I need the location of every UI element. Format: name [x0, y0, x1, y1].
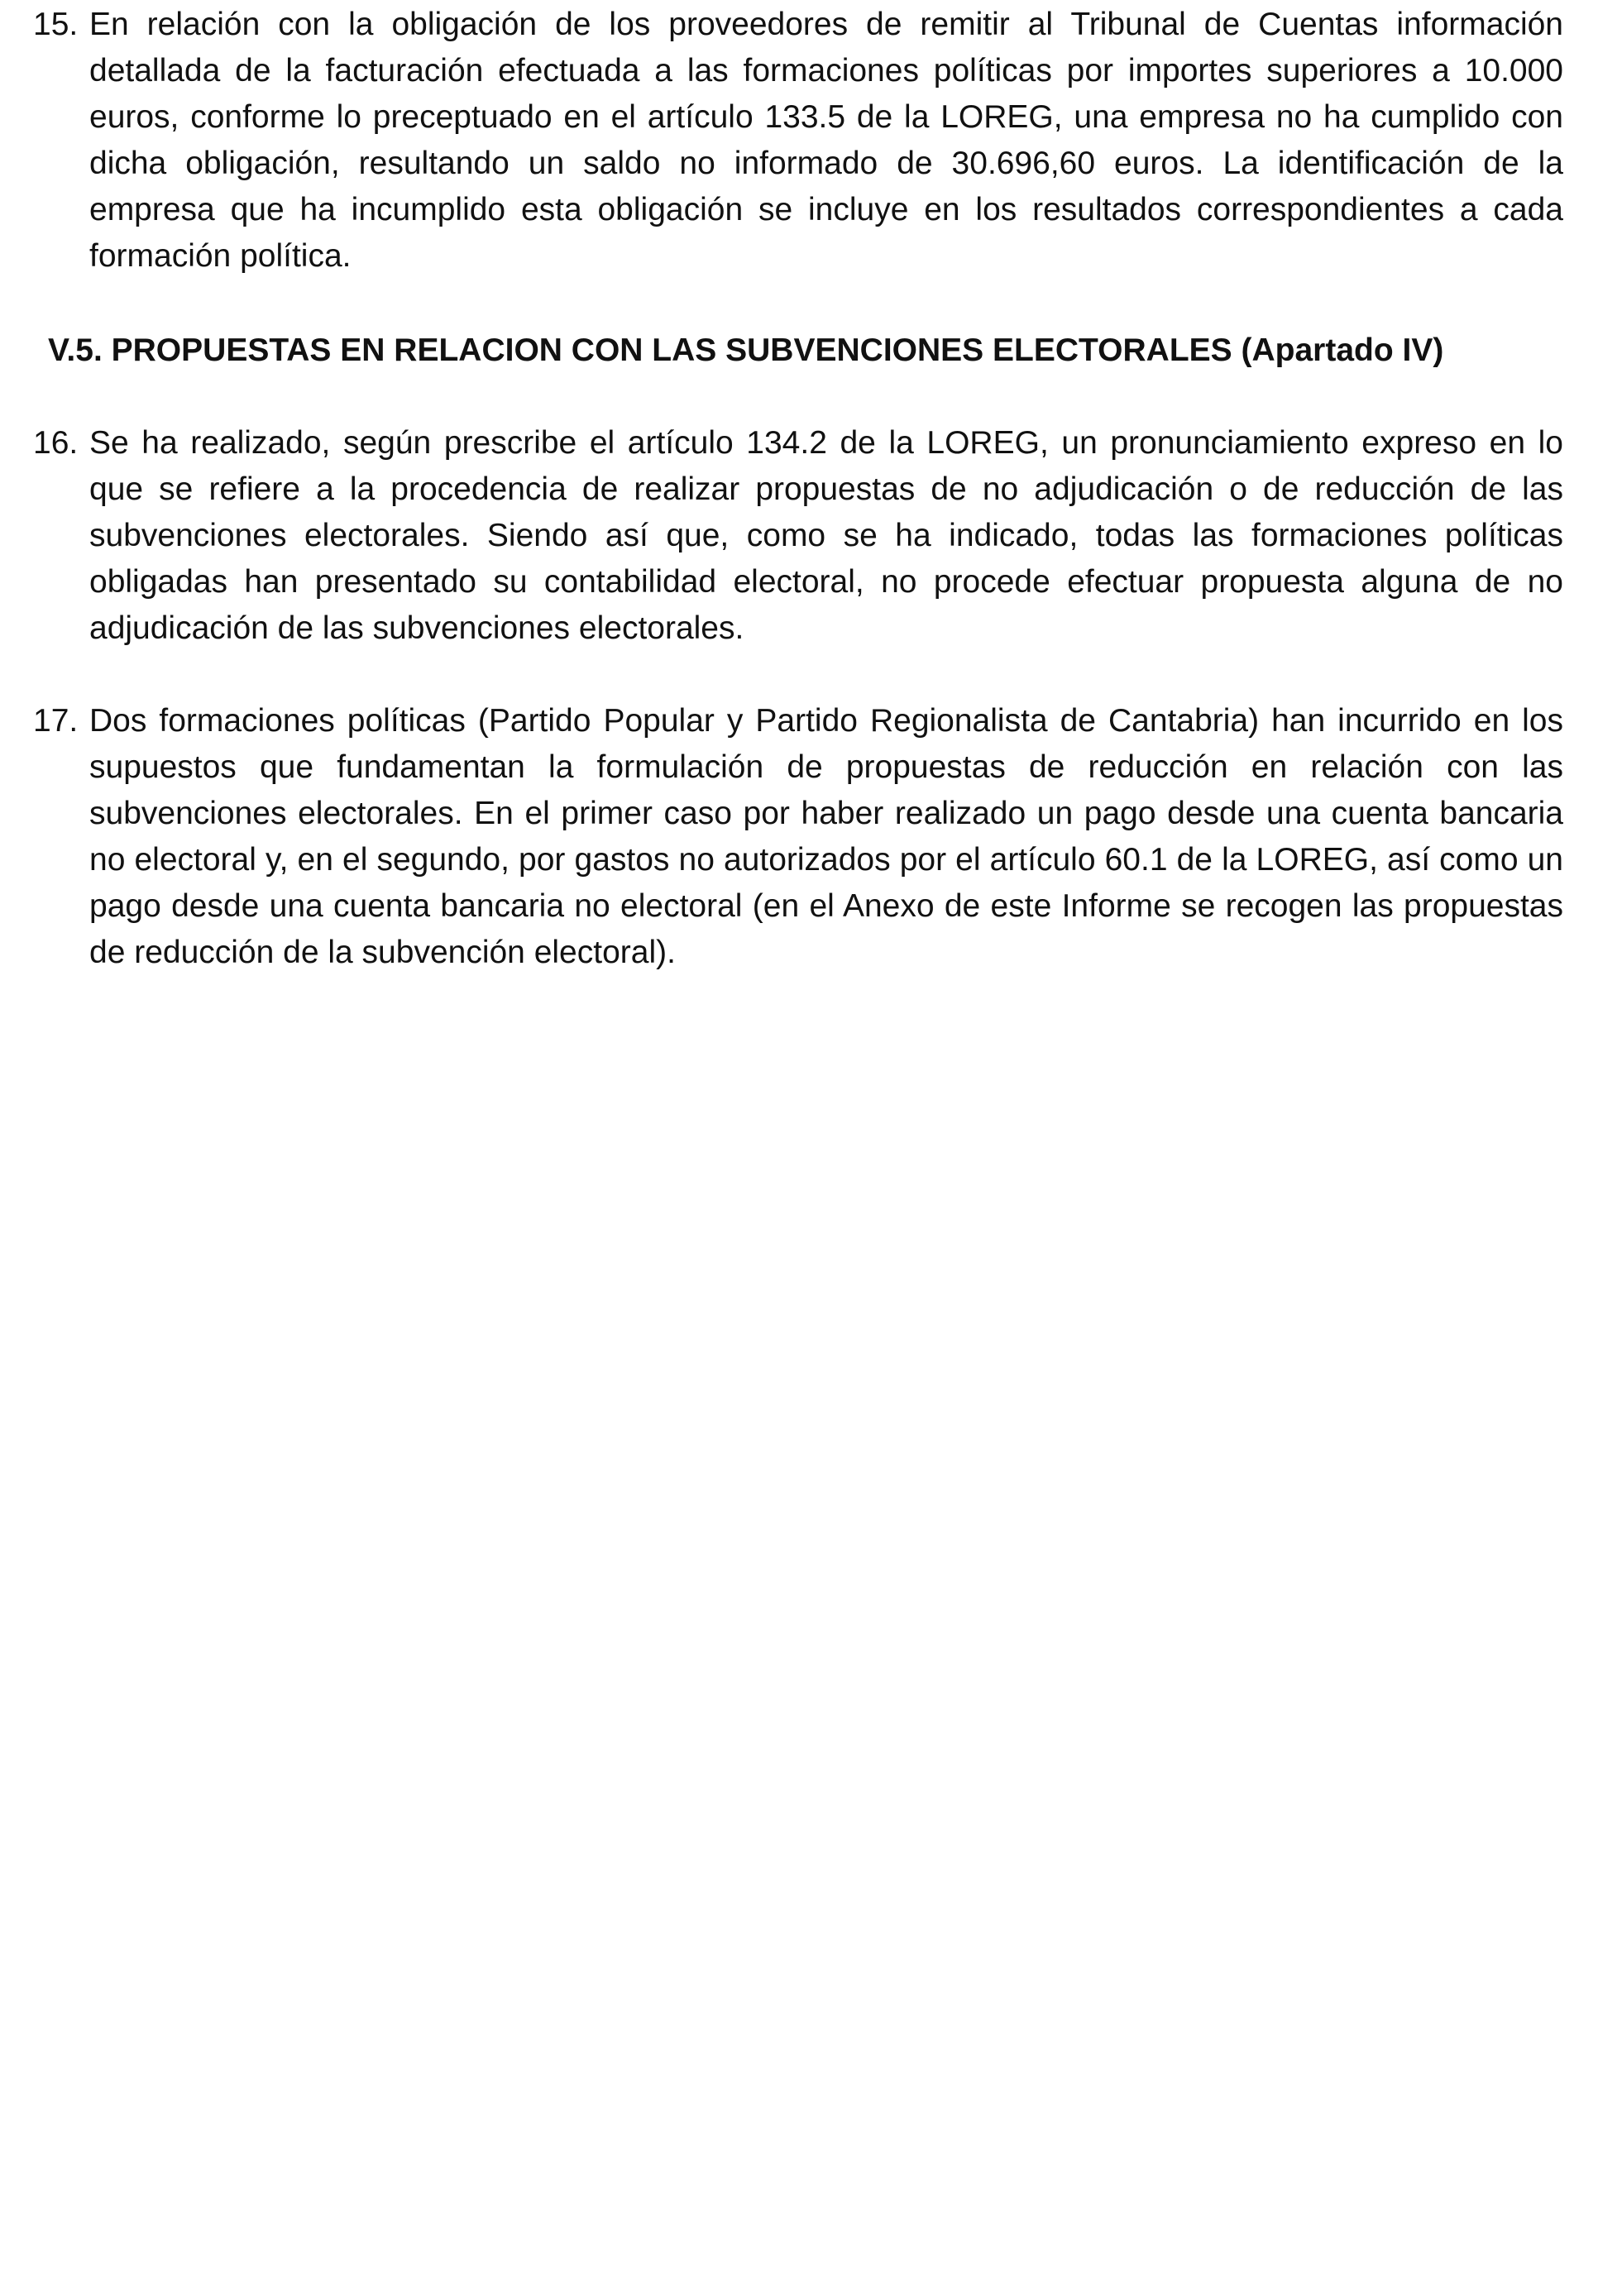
paragraph-number: 16. [33, 425, 79, 461]
numbered-paragraph-15 [33, 2, 1563, 280]
numbered-paragraph-16 [33, 420, 1563, 652]
paragraph-text: Dos formaciones políticas (Partido Popular y Partido Regionalista de Cantabria) han incurrido en los supuestos que fundamentan la formulación de propuestas de reducción en relación con las subvenciones electorales. En el primer caso por haber realizado un pago desde una cuenta bancaria no electoral y, en el segundo, por gastos no autorizados por el artículo 60.1 de la LOREG, así como un pago desde una cuenta bancaria no electoral (en el Anexo de este Informe se recogen las propuestas de reducción de la subvención electoral). [89, 703, 1563, 970]
paragraph-text: Se ha realizado, según prescribe el artículo 134.2 de la LOREG, un pronunciamiento expreso en lo que se refiere a la procedencia de realizar propuestas de no adjudicación o de reducción de las subvenciones electorales. Siendo así que, como se ha indicado, todas las formaciones políticas obligadas han presentado su contabilidad electoral, no procede efectuar propuesta alguna de no adjudicación de las subvenciones electorales. [89, 425, 1563, 646]
paragraph-number: 15. [33, 7, 79, 42]
numbered-paragraph-17 [33, 698, 1563, 976]
section-heading: V.5. PROPUESTAS EN RELACION CON LAS SUBVENCIONES ELECTORALES (Apartado IV) [48, 332, 1444, 368]
document-content [33, 2, 1563, 976]
paragraph-number: 17. [33, 703, 79, 739]
paragraph-text: En relación con la obligación de los proveedores de remitir al Tribunal de Cuentas información detallada de la facturación efectuada a las formaciones políticas por importes superiores a 10.000 euros, conforme lo preceptuado en el artículo 133.5 de la LOREG, una empresa no ha cumplido con dicha obligación, resultando un saldo no informado de 30.696,60 euros. La identificación de la empresa que ha incumplido esta obligación se incluye en los resultados correspondientes a cada formación política. [89, 7, 1563, 274]
